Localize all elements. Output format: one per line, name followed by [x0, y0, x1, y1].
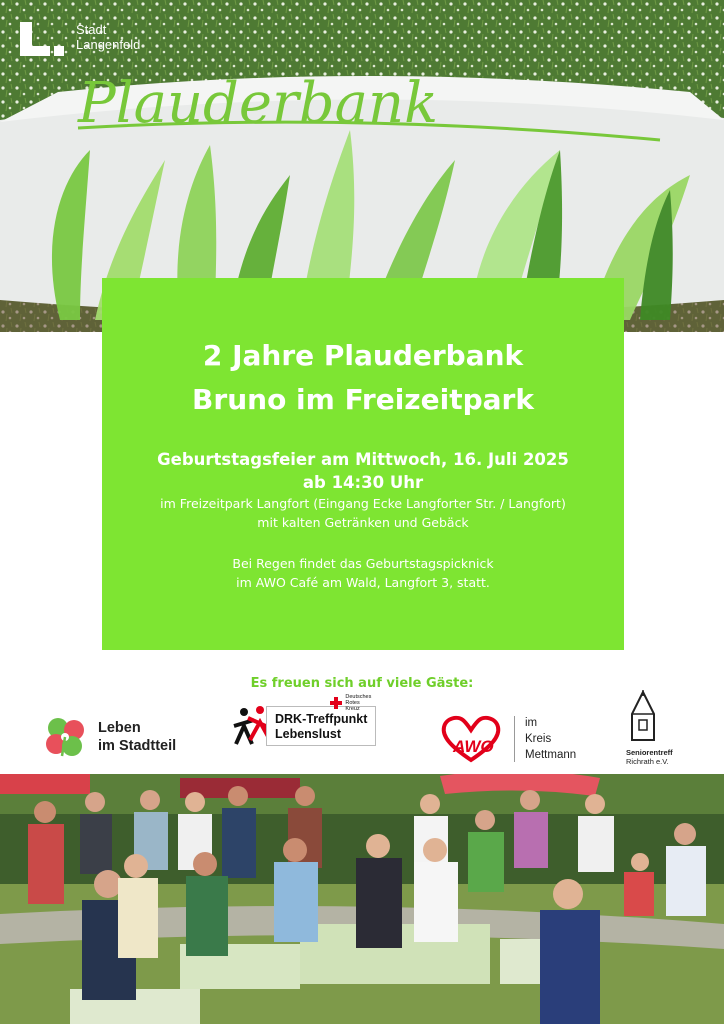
event-date: Geburtstagsfeier am Mittwoch, 16. Juli 2025	[157, 450, 569, 469]
awo-line2: Kreis	[525, 733, 552, 745]
drk-org-line2: Rotes	[345, 700, 360, 706]
drk-card	[266, 694, 376, 746]
heart-icon	[440, 714, 502, 764]
event-time: ab 14:30 Uhr	[302, 473, 424, 492]
city-name-line1: Stadt	[76, 22, 107, 37]
red-cross-logo	[330, 694, 371, 712]
rain-notice-line1: Bei Regen findet das Geburtstagspicknick	[232, 556, 494, 571]
bench-lettering: Plauderbank	[78, 71, 439, 136]
leben-line2: im Stadtteil	[98, 738, 177, 754]
crowd-illustration	[0, 774, 724, 1024]
awo-line3: Mettmann	[525, 749, 577, 761]
senior-line2: Richrath e.V.	[626, 757, 669, 766]
partner-drk-treffpunkt	[232, 694, 376, 748]
partner-awo	[440, 714, 576, 764]
event-info-box	[102, 278, 624, 650]
partner-leben-im-stadtteil	[40, 712, 176, 762]
drk-line1: DRK-Treffpunkt	[275, 712, 368, 726]
city-name	[76, 22, 140, 52]
city-logo	[20, 22, 140, 58]
event-title	[102, 334, 624, 422]
city-logo-mark	[20, 22, 64, 58]
red-cross-icon	[330, 697, 342, 709]
event-location: im Freizeitpark Langfort (Eingang Ecke Langforter Str. / Langfort)	[160, 496, 566, 511]
drk-org-line3: Kreuz	[345, 706, 360, 712]
drk-line2: Lebenslust	[275, 727, 341, 741]
crowd-photo	[0, 774, 724, 1024]
event-title-line2: Bruno im Freizeitpark	[192, 383, 534, 416]
event-refreshments: mit kalten Getränken und Gebäck	[257, 515, 469, 530]
clover-heart-icon	[40, 712, 90, 762]
senior-line1: Seniorentreff	[626, 748, 673, 757]
leben-line1: Leben	[98, 720, 141, 736]
city-name-line2: Langenfeld	[76, 37, 141, 52]
guests-line: Es freuen sich auf viele Gäste:	[250, 676, 474, 691]
event-title-line1: 2 Jahre Plauderbank	[202, 339, 524, 372]
partner-seniorentreff	[626, 690, 696, 766]
awo-line1: im	[525, 717, 538, 729]
partner-logos	[0, 690, 724, 770]
church-tower-icon	[626, 690, 660, 742]
drk-org-line1: Deutsches	[345, 694, 372, 700]
rain-notice-line2: im AWO Café am Wald, Langfort 3, statt.	[236, 575, 490, 590]
awo-logo-text: AWO	[453, 737, 494, 756]
